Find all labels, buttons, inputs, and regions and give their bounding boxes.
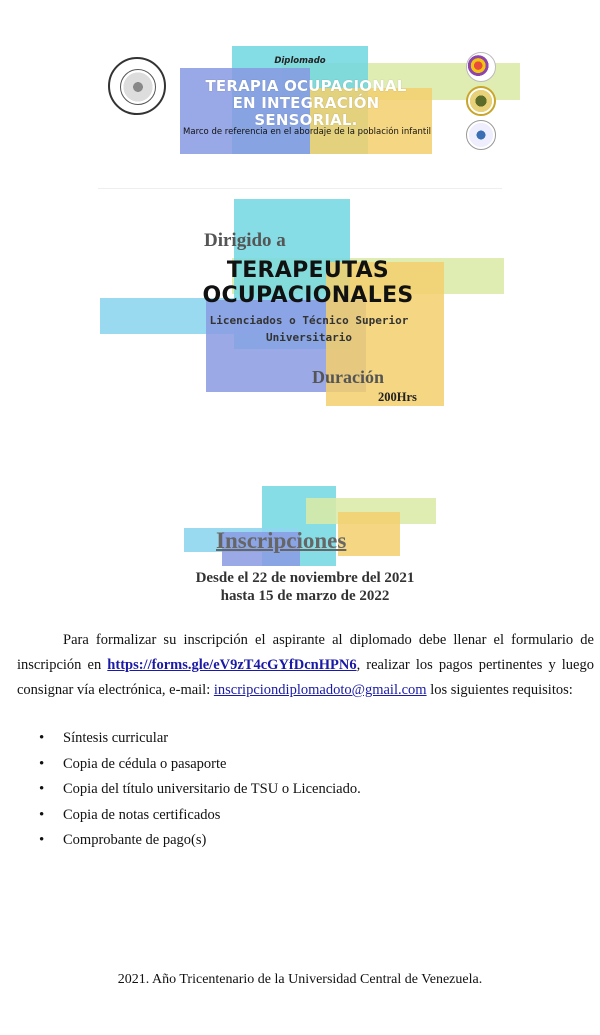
list-item: • Síntesis curricular xyxy=(30,728,361,754)
partner-logo-1 xyxy=(466,52,496,82)
duracion-label: Duración xyxy=(312,367,384,387)
target-subtitle xyxy=(170,312,448,346)
intro-text-2: , realizar los pagos pertinentes y luego consignar vía electrónica, e-mail: xyxy=(17,657,594,698)
requirements-list xyxy=(30,728,361,856)
instructions-paragraph xyxy=(17,628,594,703)
partner-logo-2 xyxy=(466,86,496,116)
reg-block-yellow xyxy=(338,512,400,556)
banner-title-line-1: TERAPIA OCUPACIONAL xyxy=(205,77,407,95)
target-title-line-2: OCUPACIONALES xyxy=(202,283,414,308)
target-title-line-1: TERAPEUTAS xyxy=(226,258,390,283)
registration-dates xyxy=(150,569,460,605)
dirigido-label: Dirigido a xyxy=(204,230,286,251)
list-item: • Comprobante de pago(s) xyxy=(30,830,361,856)
intro-text-3: los siguientes requisitos: xyxy=(426,682,573,698)
intro-text-1: Para formalizar su inscripción el aspirante al diplomado debe llenar el formulario de inscripción en xyxy=(17,632,594,673)
list-item: • Copia de notas certificados xyxy=(30,805,361,831)
list-item: • Copia del título universitario de TSU o Licenciado. xyxy=(30,779,361,805)
banner-title xyxy=(180,78,432,129)
section-divider xyxy=(98,188,502,189)
target-subtitle-line-2: Universitario xyxy=(265,331,353,344)
university-seal xyxy=(108,57,166,115)
banner-tag: Diplomado xyxy=(274,56,326,66)
duracion-value: 200Hrs xyxy=(378,390,417,404)
banner-title-line-3: SENSORIAL. xyxy=(254,111,358,129)
target-subtitle-line-1: Licenciados o Técnico Superior xyxy=(209,314,409,327)
email-link[interactable]: inscripciondiplomadoto@gmail.com xyxy=(213,682,427,698)
target-title xyxy=(160,258,456,308)
form-link[interactable]: https://forms.gle/eV9zT4cGYfDcnHPN6 xyxy=(107,657,357,673)
registration-dates-line-2: hasta 15 de marzo de 2022 xyxy=(220,588,390,604)
registration-dates-line-1: Desde el 22 de noviembre del 2021 xyxy=(195,570,415,586)
list-item: • Copia de cédula o pasaporte xyxy=(30,754,361,780)
registration-heading: Inscripciones xyxy=(216,528,347,553)
page-footer: 2021. Año Tricentenario de la Universidad Central de Venezuela. xyxy=(117,972,483,987)
partner-logo-3 xyxy=(466,120,496,150)
banner-subtitle: Marco de referencia en el abordaje de la población infantil xyxy=(183,127,431,137)
banner-title-line-2: EN INTEGRACIÓN xyxy=(232,94,380,112)
